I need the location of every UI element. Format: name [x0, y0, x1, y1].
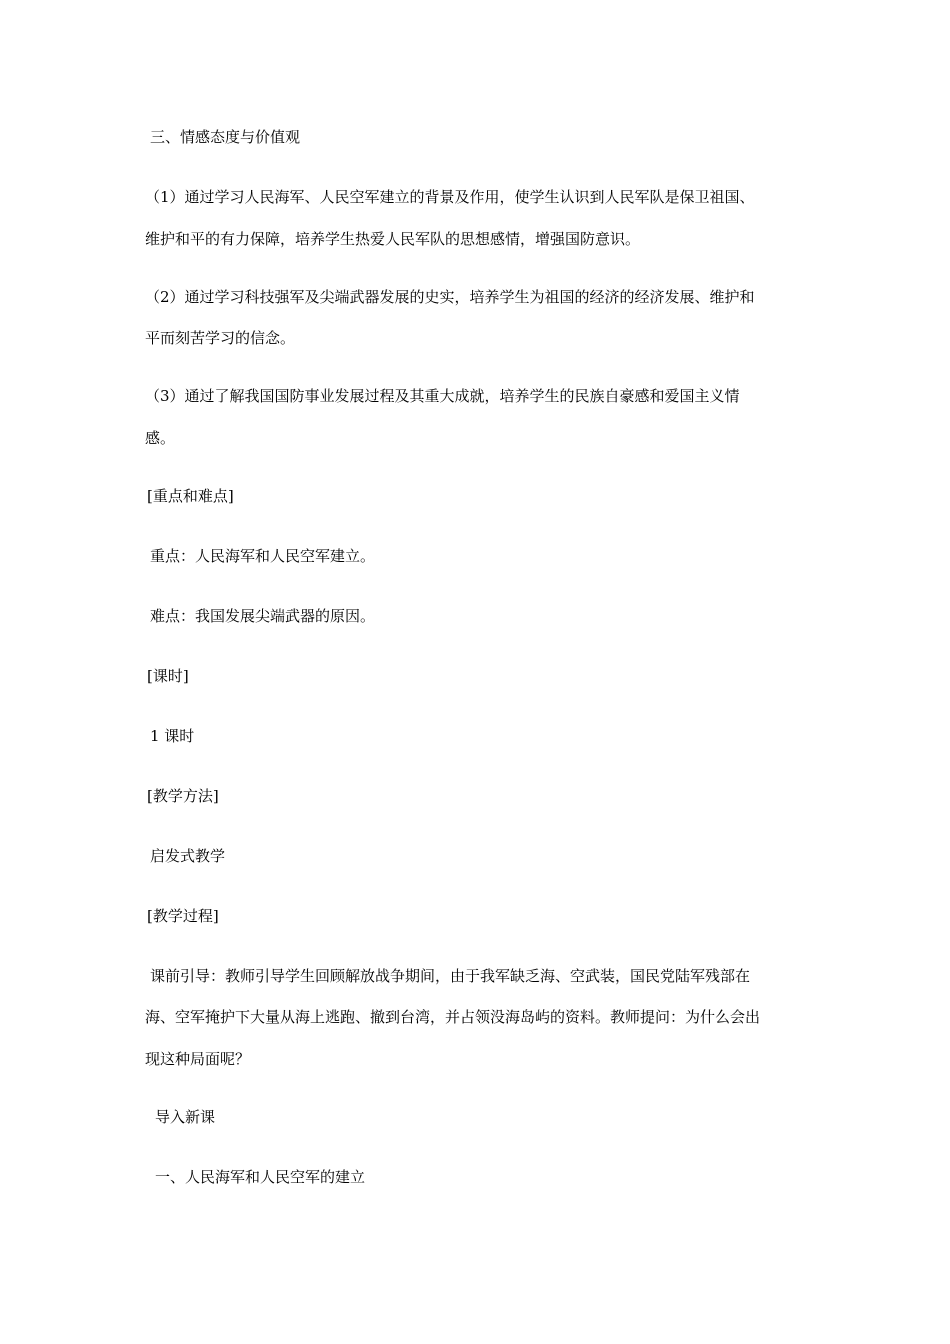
teaching-method-value: 启发式教学 — [150, 847, 226, 865]
key-point-text: 重点：人民海军和人民空军建立。 — [150, 547, 376, 565]
difficult-point-text: 难点：我国发展尖端武器的原因。 — [150, 607, 376, 625]
class-hours-heading: [课时] — [147, 667, 189, 685]
objective-1-line-2: 维护和平的有力保障，培养学生热爱人民军队的思想感情，增强国防意识。 — [145, 230, 641, 248]
objective-2-line-2: 平而刻苦学习的信念。 — [145, 329, 296, 347]
objective-3-line-1: （3）通过了解我国国防事业发展过程及其重大成就，培养学生的民族自豪感和爱国主义情 — [145, 387, 740, 405]
teaching-method-heading: [教学方法] — [147, 787, 219, 805]
class-hours-value: 1 课时 — [150, 727, 195, 745]
teaching-process-heading: [教学过程] — [147, 907, 219, 925]
pre-class-guide-line-2: 海、空军掩护下大量从海上逃跑、撤到台湾，并占领没海岛屿的资料。教师提问：为什么会出 — [145, 1008, 761, 1026]
section-heading-emotion: 三、情感态度与价值观 — [150, 128, 301, 146]
pre-class-guide-line-3: 现这种局面呢？ — [145, 1050, 251, 1068]
objective-1-line-1: （1）通过学习人民海军、人民空军建立的背景及作用，使学生认识到人民军队是保卫祖国、 — [145, 188, 755, 206]
pre-class-guide-line-1: 课前引导：教师引导学生回顾解放战争期间，由于我军缺乏海、空武装，国民党陆军残部在 — [150, 967, 751, 985]
section-one-heading: 一、人民海军和人民空军的建立 — [155, 1168, 366, 1186]
objective-3-line-2: 感。 — [145, 429, 176, 447]
introduce-new-lesson: 导入新课 — [155, 1108, 216, 1126]
objective-2-line-1: （2）通过学习科技强军及尖端武器发展的史实，培养学生为祖国的经济的经济发展、维护和 — [145, 288, 755, 306]
key-points-heading: [重点和难点] — [147, 487, 234, 505]
